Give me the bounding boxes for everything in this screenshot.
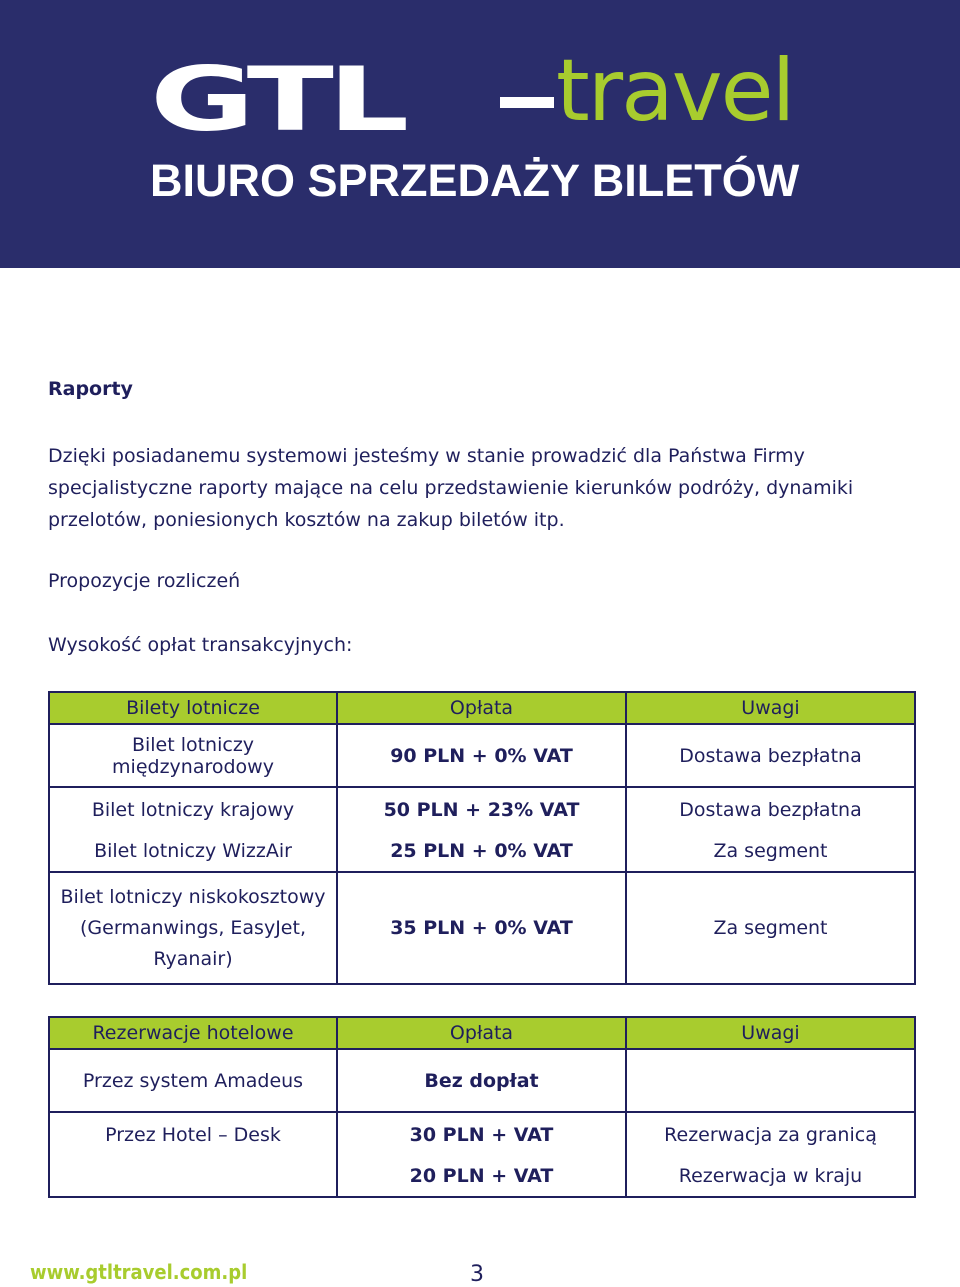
header-fee: Opłata (337, 1017, 626, 1049)
table-row (49, 1049, 915, 1112)
logo-dash (500, 97, 554, 108)
table-row (49, 831, 915, 872)
footer-url[interactable]: www.gtltravel.com.pl (30, 1260, 248, 1284)
page-number: 3 (470, 1262, 484, 1287)
header-note: Uwagi (626, 692, 915, 724)
cell-fee: 25 PLN + 0% VAT (337, 831, 626, 872)
header-fee: Opłata (337, 692, 626, 724)
header-note: Uwagi (626, 1017, 915, 1049)
page-title: BIURO SPRZEDAŻY BILETÓW (150, 155, 800, 206)
cell-fee: Bez dopłat (337, 1049, 626, 1112)
table-row (49, 1156, 915, 1197)
cell-type (49, 1156, 337, 1197)
cell-fee: 35 PLN + 0% VAT (337, 872, 626, 984)
cell-note (626, 1049, 915, 1112)
cell-fee: 50 PLN + 23% VAT (337, 787, 626, 831)
cell-type: Bilet lotniczy krajowy (49, 787, 337, 831)
table-header-row (49, 1017, 915, 1049)
cell-type (49, 872, 337, 984)
cell-type: Przez system Amadeus (49, 1049, 337, 1112)
cell-note: Dostawa bezpłatna (626, 787, 915, 831)
fees-heading: Wysokość opłat transakcyjnych: (48, 634, 353, 656)
logo-travel: travel (556, 41, 794, 141)
cell-fee: 90 PLN + 0% VAT (337, 724, 626, 787)
header-type: Rezerwacje hotelowe (49, 1017, 337, 1049)
cell-type: Przez Hotel – Desk (49, 1112, 337, 1156)
hotels-table (48, 1016, 916, 1198)
cell-note: Dostawa bezpłatna (626, 724, 915, 787)
header-type: Bilety lotnicze (49, 692, 337, 724)
table-row (49, 1112, 915, 1156)
table-row (49, 724, 915, 787)
flights-table (48, 691, 916, 985)
cell-type: Bilet lotniczy WizzAir (49, 831, 337, 872)
reports-text: Dzięki posiadanemu systemowi jesteśmy w stanie prowadzić dla Państwa Firmy specjalistyczne raporty mające na celu przedstawienie kierunków podróży, dynamiki przelotów, poniesionych kosztów na zakup biletów itp. (48, 445, 854, 531)
reports-heading: Raporty (48, 378, 133, 400)
cell-note: Rezerwacja w kraju (626, 1156, 915, 1197)
table-header-row (49, 692, 915, 724)
cell-type: Bilet lotniczy międzynarodowy (49, 724, 337, 787)
settlement-heading: Propozycje rozliczeń (48, 570, 241, 592)
cell-fee: 20 PLN + VAT (337, 1156, 626, 1197)
table-row (49, 787, 915, 831)
cell-note: Rezerwacja za granicą (626, 1112, 915, 1156)
logo-gtl: GTL (150, 48, 404, 151)
cell-note: Za segment (626, 872, 915, 984)
cell-note: Za segment (626, 831, 915, 872)
cell-type-line1: Bilet lotniczy niskokosztowy (60, 885, 326, 908)
cell-fee: 30 PLN + VAT (337, 1112, 626, 1156)
table-row (49, 872, 915, 984)
cell-type-line2: (Germanwings, EasyJet, Ryanair) (80, 916, 306, 970)
header-banner (0, 0, 960, 268)
